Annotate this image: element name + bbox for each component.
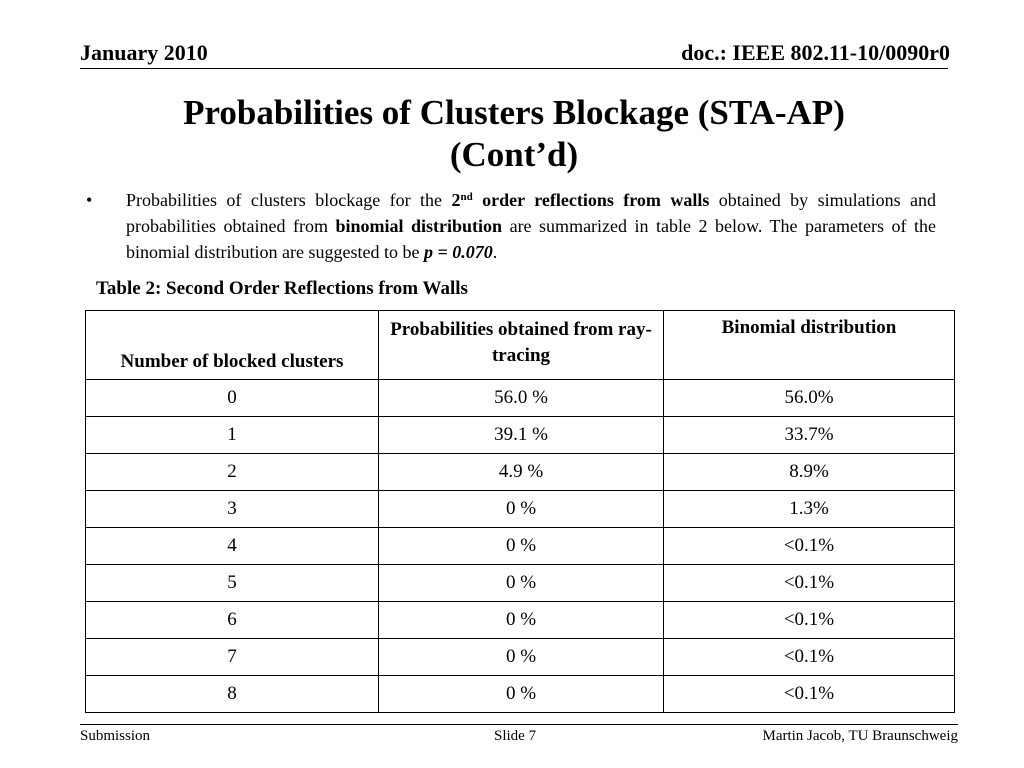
slide-title <box>80 92 948 176</box>
cell-binomial: <0.1% <box>664 676 955 713</box>
cell-ray-tracing: 56.0 % <box>379 380 664 417</box>
cell-ray-tracing: 0 % <box>379 602 664 639</box>
cell-blocked-clusters: 5 <box>86 565 379 602</box>
cell-binomial: 1.3% <box>664 491 955 528</box>
cell-blocked-clusters: 2 <box>86 454 379 491</box>
table-row <box>86 491 955 528</box>
footer-slide-number: Slide 7 <box>494 728 537 744</box>
cell-ray-tracing: 0 % <box>379 565 664 602</box>
cell-blocked-clusters: 8 <box>86 676 379 713</box>
cell-binomial: <0.1% <box>664 602 955 639</box>
cell-binomial: <0.1% <box>664 639 955 676</box>
cell-blocked-clusters: 1 <box>86 417 379 454</box>
table-row <box>86 380 955 417</box>
table-caption: Table 2: Second Order Reflections from Walls <box>96 278 468 299</box>
bullet-superscript: nd <box>460 191 473 203</box>
cell-blocked-clusters: 6 <box>86 602 379 639</box>
header-blocked-clusters: Number of blocked clusters <box>86 311 379 380</box>
table-row <box>86 454 955 491</box>
header-binomial: Binomial distribution <box>664 311 955 380</box>
table-header-row <box>86 311 955 380</box>
header-date: January 2010 <box>80 40 208 65</box>
results-table <box>85 310 955 713</box>
bullet-text-part1: Probabilities of clusters blockage for the <box>126 190 452 210</box>
cell-ray-tracing: 0 % <box>379 676 664 713</box>
cell-ray-tracing: 0 % <box>379 528 664 565</box>
table-row <box>86 639 955 676</box>
slide-title-line1: Probabilities of Clusters Blockage (STA-AP) <box>183 93 845 132</box>
table-row <box>86 565 955 602</box>
cell-ray-tracing: 39.1 % <box>379 417 664 454</box>
footer-submission: Submission <box>80 728 151 744</box>
table-row <box>86 528 955 565</box>
cell-blocked-clusters: 7 <box>86 639 379 676</box>
cell-binomial: <0.1% <box>664 528 955 565</box>
bullet-bold-order: 2 <box>451 190 461 210</box>
footer-author: Martin Jacob, TU Braunschweig <box>762 728 958 744</box>
table-row <box>86 602 955 639</box>
bullet-text-part2: obtained by simulations and probabilities obtained from <box>126 190 937 236</box>
bullet-text-part3: are summarized in table 2 below. The parameters of the binomial distribution are suggested to be <box>126 216 937 262</box>
slide-title-line2: (Cont’d) <box>449 135 579 174</box>
cell-binomial: 8.9% <box>664 454 955 491</box>
cell-binomial: 33.7% <box>664 417 955 454</box>
cell-blocked-clusters: 0 <box>86 380 379 417</box>
bullet-bold-reflections: order reflections from walls <box>472 190 710 210</box>
bullet-marker: • <box>86 190 93 210</box>
cell-ray-tracing: 0 % <box>379 491 664 528</box>
header-doc-id: doc.: IEEE 802.11-10/0090r0 <box>681 40 950 65</box>
bullet-text <box>126 187 936 265</box>
cell-binomial: <0.1% <box>664 565 955 602</box>
bullet-param-p: p = 0.070 <box>423 242 493 262</box>
bullet-text-part4: . <box>492 242 498 262</box>
cell-blocked-clusters: 3 <box>86 491 379 528</box>
cell-ray-tracing: 0 % <box>379 639 664 676</box>
cell-ray-tracing: 4.9 % <box>379 454 664 491</box>
header-divider <box>80 68 948 69</box>
table-row <box>86 417 955 454</box>
cell-blocked-clusters: 4 <box>86 528 379 565</box>
table-row <box>86 676 955 713</box>
cell-binomial: 56.0% <box>664 380 955 417</box>
footer-divider <box>80 724 958 725</box>
bullet-bold-binomial: binomial distribution <box>335 216 503 236</box>
header-ray-tracing: Probabilities obtained from ray-tracing <box>379 311 664 380</box>
